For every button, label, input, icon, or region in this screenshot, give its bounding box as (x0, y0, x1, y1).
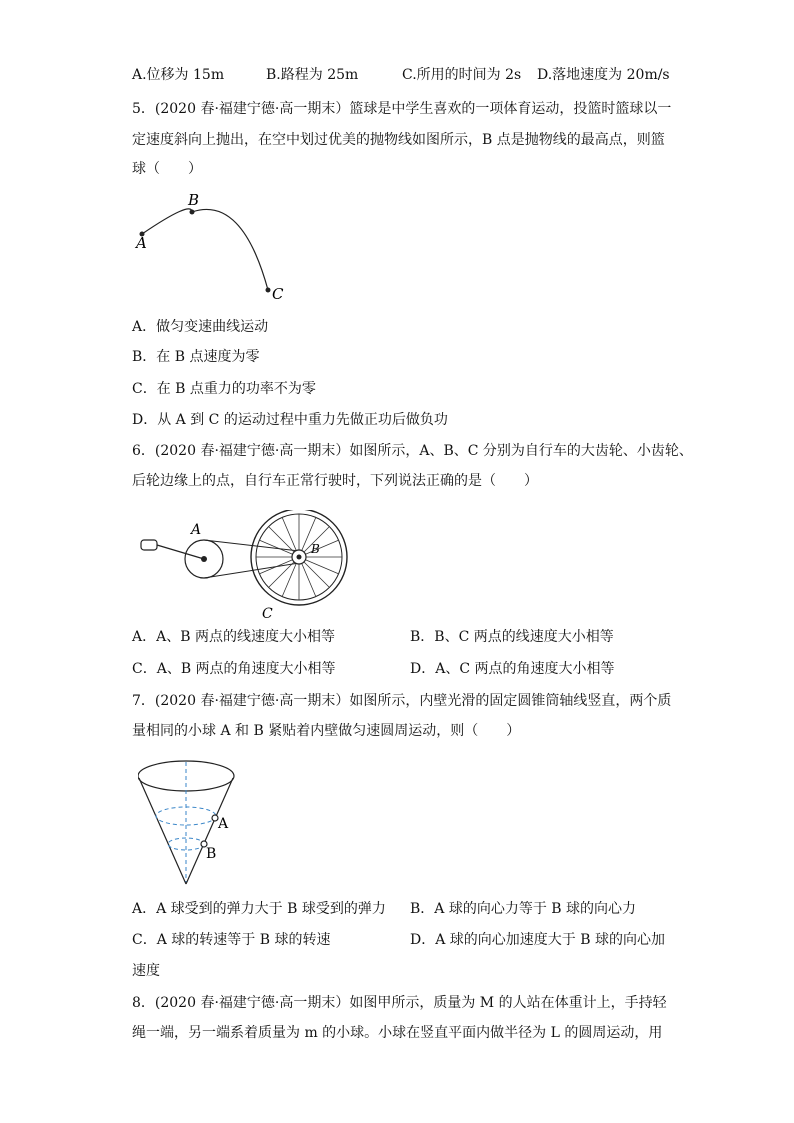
label-a: A (218, 816, 229, 832)
q5-line-3: 球（ ） (132, 161, 202, 177)
label-a: A (136, 234, 147, 252)
label-c: C (262, 606, 273, 620)
q7-option-d-continued: 速度 (132, 963, 160, 979)
point-c (266, 288, 271, 293)
q7-cone-figure (138, 752, 248, 890)
q5-option-d: D．从 A 到 C 的运动过程中重力先做正功后做负功 (132, 412, 448, 428)
q5-line-2: 定速度斜向上抛出，在空中划过优美的抛物线如图所示，B 点是抛物线的最高点，则篮 (132, 132, 665, 148)
label-a: A (191, 522, 202, 538)
point-b (190, 210, 195, 215)
q7-line-1: 7．(2020 春·福建宁德·高一期末）如图所示，内壁光滑的固定圆锥筒轴线竖直，两个质 (132, 693, 672, 709)
label-c: C (272, 285, 284, 303)
q6-option-b: B．B、C 两点的线速度大小相等 (410, 629, 614, 645)
q6-bicycle-figure (138, 510, 358, 620)
q5-option-c: C．在 B 点重力的功率不为零 (132, 381, 316, 397)
q5-line-1: 5．(2020 春·福建宁德·高一期末）篮球是中学生喜欢的一项体育运动，投篮时篮球以一 (132, 101, 672, 117)
q6-line-1: 6．(2020 春·福建宁德·高一期末）如图所示，A、B、C 分别为自行车的大齿轮、小齿轮、 (132, 443, 693, 459)
q5-option-b: B．在 B 点速度为零 (132, 349, 260, 365)
q5-option-a: A．做匀变速曲线运动 (132, 319, 269, 335)
q8-line-1: 8．(2020 春·福建宁德·高一期末）如图甲所示，质量为 M 的人站在体重计上，手持轻 (132, 995, 667, 1011)
q4-option-c: C.所用的时间为 2s (402, 67, 522, 83)
q4-option-b: B.路程为 25m (266, 67, 359, 83)
q8-line-2: 绳一端，另一端系着质量为 m 的小球。小球在竖直平面内做半径为 L 的圆周运动，用 (132, 1025, 663, 1041)
q6-line-2: 后轮边缘上的点，自行车正常行驶时，下列说法正确的是（ ） (132, 473, 538, 489)
q4-option-d: D.落地速度为 20m/s (537, 67, 670, 83)
label-b: B (311, 542, 320, 556)
q7-option-c: C．A 球的转速等于 B 球的转速 (132, 932, 331, 948)
q7-option-a: A．A 球受到的弹力大于 B 球受到的弹力 (132, 901, 386, 917)
label-b: B (206, 846, 217, 862)
label-b: B (188, 191, 200, 209)
q7-option-d: D．A 球的向心加速度大于 B 球的向心加 (410, 932, 665, 948)
q6-option-c: C．A、B 两点的角速度大小相等 (132, 661, 336, 677)
q4-option-a: A.位移为 15m (132, 67, 225, 83)
q7-option-b: B．A 球的向心力等于 B 球的向心力 (410, 901, 637, 917)
q5-parabola-figure (132, 190, 292, 305)
q6-option-a: A．A、B 两点的线速度大小相等 (132, 629, 335, 645)
q7-line-2: 量相同的小球 A 和 B 紧贴着内壁做匀速圆周运动，则（ ） (132, 723, 521, 739)
q6-option-d: D．A、C 两点的角速度大小相等 (410, 661, 615, 677)
